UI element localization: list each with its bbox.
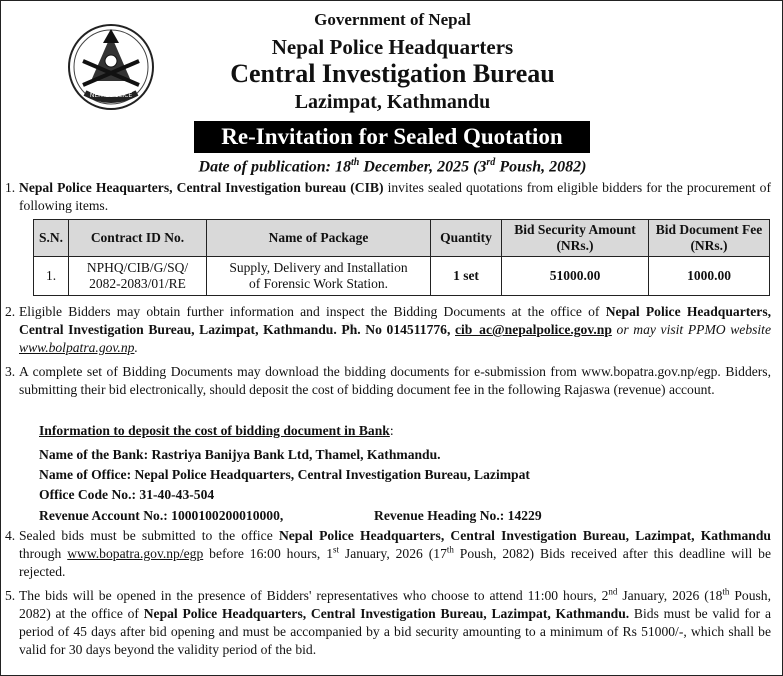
items-table	[33, 219, 770, 296]
paragraph-2: 2. Eligible Bidders may obtain further information and inspect the Bidding Documents at the office of Nepal Police Headquarters, Central Investigation Bureau, Lazimpat, Kathmandu. Ph. No 014511776, cib_ac@nepalpolice.gov.np or may visit PPMO website www.bolpatra.gov.np.	[5, 304, 772, 355]
col-header-quantity: Quantity	[431, 220, 502, 257]
table-header-row	[34, 220, 770, 257]
cell-doc-fee: 1000.00	[649, 257, 770, 296]
bank-info-heading: Information to deposit the cost of bidding document in Bank:	[39, 423, 394, 438]
cell-bid-security: 51000.00	[502, 257, 649, 296]
ppmo-website-link[interactable]: www.bolpatra.gov.np	[19, 340, 135, 355]
paragraph-3: 3. A complete set of Bidding Documents may download the bidding documents for e-submission from www.bopatra.gov.np/egp. Bidders, submitting their bid electronically, should deposit the cost of bidding document fee in the following Rajaswa (revenue) account.	[5, 364, 771, 397]
col-header-bid-security: Bid Security Amount (NRs.)	[502, 220, 649, 257]
col-header-sn: S.N.	[34, 220, 69, 257]
col-header-doc-fee: Bid Document Fee (NRs.)	[649, 220, 770, 257]
cell-contract-id: NPHQ/CIB/G/SQ/ 2082-2083/01/RE	[69, 257, 207, 296]
paragraph-1: 1. Nepal Police Heaquarters, Central Investigation bureau (CIB) invites sealed quotations from eligible bidders for the procurement of following items.	[5, 180, 771, 213]
notice-banner: Re-Invitation for Sealed Quotation	[194, 121, 590, 153]
cell-quantity: 1 set	[431, 257, 502, 296]
email-link[interactable]: cib_ac@nepalpolice.gov.np	[455, 322, 612, 337]
cell-package: Supply, Delivery and Installation of Forensic Work Station.	[207, 257, 431, 296]
cell-sn: 1.	[34, 257, 69, 296]
revenue-heading: Revenue Heading No.: 14229	[374, 508, 542, 523]
emblem-text: NEPAL POLICE	[89, 92, 133, 99]
bureau-title: Central Investigation Bureau	[230, 59, 555, 88]
table-row	[34, 257, 770, 296]
egp-link[interactable]: www.bopatra.gov.np/egp	[67, 546, 204, 561]
headquarters-title: Nepal Police Headquarters	[271, 35, 514, 59]
col-header-contract-id: Contract ID No.	[69, 220, 207, 257]
paragraph-4: 4. Sealed bids must be submitted to the office Nepal Police Headquarters, Central Investigation Bureau, Lazimpat, Kathmandu through www.bopatra.gov.np/egp before 16:00 hours, 1st January, 2026 (17th Poush, 2082) Bids received after this deadline will be rejected.	[5, 528, 772, 579]
office-name: Name of Office: Nepal Police Headquarters, Central Investigation Bureau, Lazimpat	[39, 467, 530, 482]
office-code: Office Code No.: 31-40-43-504	[39, 487, 215, 502]
watermark: •	[341, 302, 358, 354]
col-header-package: Name of Package	[207, 220, 431, 257]
location-title: Lazimpat, Kathmandu	[294, 91, 491, 113]
government-title: Government of Nepal	[314, 10, 471, 29]
revenue-account: Revenue Account No.: 1000100200010000,	[39, 508, 284, 523]
paragraph-5: 5. The bids will be opened in the presence of Bidders' representatives who choose to attend 11:00 hours, 2nd January, 2026 (18th Poush, 2082) at the office of Nepal Police Headquarters, Central Investigation Bureau, Lazimpat, Kathmandu. Bids must be valid for a period of 45 days after bid opening and must be accompanied by a bid security amounting to a minimum of Rs 51000/-, which shall be valid for 30 days beyond the validity period of the bid.	[5, 586, 771, 657]
publication-date: Date of publication: 18th December, 2025 (3rd Poush, 2082)	[198, 157, 587, 176]
bank-name: Name of the Bank: Rastriya Banijya Bank Ltd, Thamel, Kathmandu.	[39, 447, 441, 462]
